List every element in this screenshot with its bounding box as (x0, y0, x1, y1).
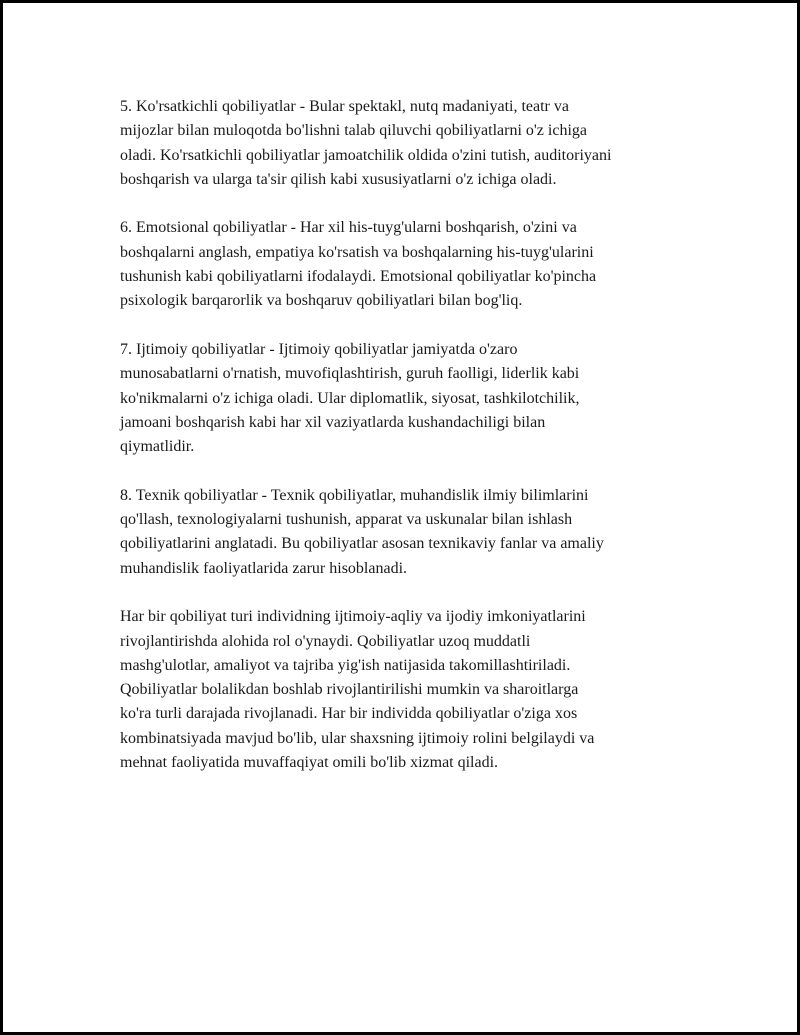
text-line: mashg'ulotlar, amaliyot va tajriba yig'ish natijasida takomillashtiriladi. (120, 656, 571, 674)
text-line: oladi. Ko'rsatkichli qobiliyatlar jamoatchilik oldida o'zini tutish, auditoriyani (120, 146, 612, 164)
text-line: qo'llash, texnologiyalarni tushunish, apparat va uskunalar bilan ishlash (120, 511, 573, 529)
text-line: muhandislik faoliyatlarida zarur hisoblanadi. (120, 559, 408, 577)
text-line: tushunish kabi qobiliyatlarni ifodalaydi. Emotsional qobiliyatlar ko'pincha (120, 268, 597, 286)
text-line: jamoani boshqarish kabi har xil vaziyatlarda kushandachiligi bilan (120, 413, 546, 431)
text-line: 7. Ijtimoiy qobiliyatlar - Ijtimoiy qobiliyatlar jamiyatda o'zaro (120, 340, 518, 358)
paragraph-korsatkichli (120, 95, 710, 192)
paragraph-ijtimoiy (120, 338, 710, 459)
text-line: Har bir qobiliyat turi individning ijtimoiy-aqliy va ijodiy imkoniyatlarini (120, 608, 586, 626)
text-line: 8. Texnik qobiliyatlar - Texnik qobiliyatlar, muhandislik ilmiy bilimlarini (120, 486, 589, 504)
text-line: qobiliyatlarini anglatadi. Bu qobiliyatlar asosan texnikaviy fanlar va amaliy (120, 535, 604, 553)
text-line: ko'nikmalarni o'z ichiga oladi. Ular diplomatlik, siyosat, tashkilotchilik, (120, 389, 580, 407)
text-line: 6. Emotsional qobiliyatlar - Har xil his-tuyg'ularni boshqarish, o'zini va (120, 219, 577, 237)
text-line: boshqarish va ularga ta'sir qilish kabi xususiyatlarni o'z ichiga oladi. (120, 170, 557, 188)
paragraph-texnik (120, 484, 710, 581)
text-line: boshqalarni anglash, empatiya ko'rsatish va boshqalarning his-tuyg'ularini (120, 243, 594, 261)
text-line: mehnat faoliyatida muvaffaqiyat omili bo'lib xizmat qiladi. (120, 754, 499, 772)
text-line: ko'ra turli darajada rivojlanadi. Har bir individda qobiliyatlar o'ziga xos (120, 705, 578, 723)
text-line: psixologik barqarorlik va boshqaruv qobiliyatlari bilan bog'liq. (120, 292, 523, 310)
text-line: 5. Ko'rsatkichli qobiliyatlar - Bular spektakl, nutq madaniyati, teatr va (120, 98, 569, 115)
document-body (120, 95, 710, 800)
paragraph-conclusion (120, 605, 710, 775)
text-line: Qobiliyatlar bolalikdan boshlab rivojlantirilishi mumkin va sharoitlarga (120, 681, 579, 699)
paragraph-emotsional (120, 216, 710, 313)
text-line: rivojlantirishda alohida rol o'ynaydi. Qobiliyatlar uzoq muddatli (120, 632, 531, 650)
text-line: kombinatsiyada mavjud bo'lib, ular shaxsning ijtimoiy rolini belgilaydi va (120, 729, 595, 747)
text-line: mijozlar bilan muloqotda bo'lishni talab qiluvchi qobiliyatlarni o'z ichiga (120, 122, 587, 140)
text-line: qiymatlidir. (120, 438, 195, 456)
text-line: munosabatlarni o'rnatish, muvofiqlashtirish, guruh faolligi, liderlik kabi (120, 365, 580, 383)
